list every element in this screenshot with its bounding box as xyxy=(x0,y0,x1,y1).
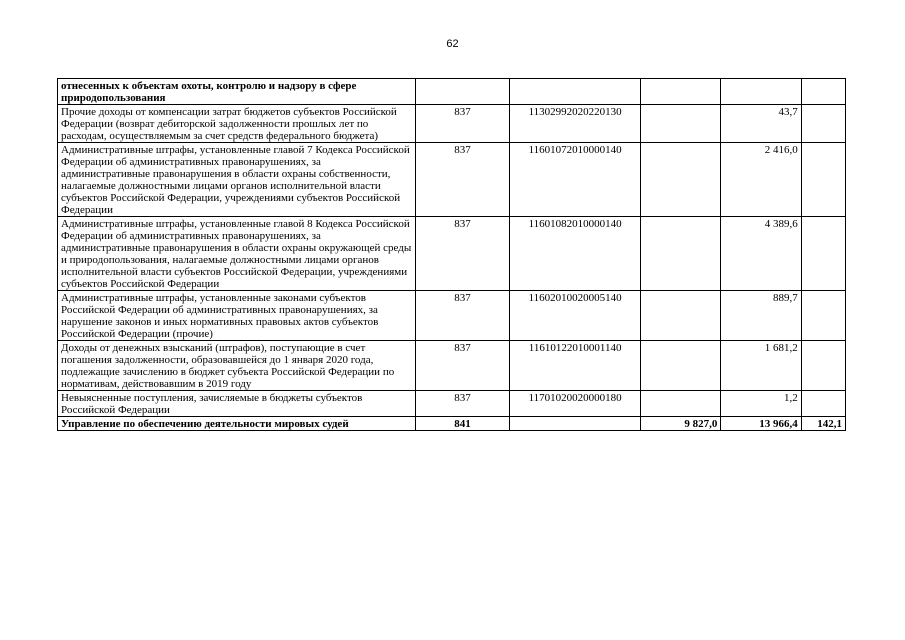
cell-admin-code: 837 xyxy=(415,217,509,291)
cell-admin-code: 837 xyxy=(415,341,509,391)
table-row xyxy=(58,291,846,341)
cell-admin-code: 837 xyxy=(415,391,509,417)
cell-admin-code: 837 xyxy=(415,143,509,217)
cell-budget-classification-code xyxy=(510,79,641,105)
cell-admin-code: 841 xyxy=(415,417,509,431)
cell-budget-classification-code: 11302992020220130 xyxy=(510,105,641,143)
cell-revenue-name: Управление по обеспечению деятельности мировых судей xyxy=(58,417,416,431)
cell-amount-2: 13 966,4 xyxy=(721,417,801,431)
cell-amount-2 xyxy=(721,79,801,105)
cell-amount-1 xyxy=(640,79,720,105)
cell-amount-1 xyxy=(640,217,720,291)
table-row xyxy=(58,417,846,431)
table-row xyxy=(58,105,846,143)
cell-budget-classification-code: 11601082010000140 xyxy=(510,217,641,291)
cell-budget-classification-code: 11701020020000180 xyxy=(510,391,641,417)
cell-amount-1 xyxy=(640,291,720,341)
cell-amount-1 xyxy=(640,391,720,417)
cell-amount-3 xyxy=(801,341,845,391)
cell-amount-2: 889,7 xyxy=(721,291,801,341)
cell-budget-classification-code: 11602010020005140 xyxy=(510,291,641,341)
cell-admin-code: 837 xyxy=(415,105,509,143)
cell-amount-1 xyxy=(640,341,720,391)
cell-revenue-name: Административные штрафы, установленные главой 8 Кодекса Российской Федерации об административных правонарушениях, за административные правонарушения в области охраны окружающей среды и природопользования, налагаемые должностными лицами органов исполнительной власти субъектов Российской Федерации, учреждениями субъектов Российской Федерации xyxy=(58,217,416,291)
cell-amount-3 xyxy=(801,143,845,217)
cell-amount-2: 2 416,0 xyxy=(721,143,801,217)
cell-amount-3 xyxy=(801,291,845,341)
cell-amount-1: 9 827,0 xyxy=(640,417,720,431)
cell-revenue-name: Доходы от денежных взысканий (штрафов), поступающие в счет погашения задолженности, образовавшейся до 1 января 2020 года, подлежащие зачислению в бюджет субъекта Российской Федерации по нормативам, действовавшим в 2019 году xyxy=(58,341,416,391)
cell-revenue-name: отнесенных к объектам охоты, контролю и надзору в сфере природопользования xyxy=(58,79,416,105)
cell-amount-3 xyxy=(801,79,845,105)
cell-admin-code: 837 xyxy=(415,291,509,341)
cell-revenue-name: Административные штрафы, установленные главой 7 Кодекса Российской Федерации об административных правонарушениях, за административные правонарушения в области охраны собственности, налагаемые должностными лицами органов исполнительной власти субъектов Российской Федерации, учреждениями субъектов Российской Федерации xyxy=(58,143,416,217)
cell-amount-3 xyxy=(801,105,845,143)
table-row xyxy=(58,341,846,391)
cell-amount-1 xyxy=(640,105,720,143)
cell-amount-3: 142,1 xyxy=(801,417,845,431)
cell-budget-classification-code: 11601072010000140 xyxy=(510,143,641,217)
cell-amount-2: 43,7 xyxy=(721,105,801,143)
cell-amount-3 xyxy=(801,217,845,291)
revenue-table xyxy=(57,78,846,431)
cell-budget-classification-code xyxy=(510,417,641,431)
table-row xyxy=(58,79,846,105)
cell-budget-classification-code: 11610122010001140 xyxy=(510,341,641,391)
revenue-table-body xyxy=(58,79,846,431)
cell-revenue-name: Административные штрафы, установленные законами субъектов Российской Федерации об административных правонарушениях, за нарушение законов и иных нормативных правовых актов субъектов Российской Федерации (прочие) xyxy=(58,291,416,341)
cell-amount-2: 1,2 xyxy=(721,391,801,417)
table-row xyxy=(58,217,846,291)
cell-amount-2: 1 681,2 xyxy=(721,341,801,391)
cell-amount-3 xyxy=(801,391,845,417)
cell-revenue-name: Невыясненные поступления, зачисляемые в бюджеты субъектов Российской Федерации xyxy=(58,391,416,417)
table-row xyxy=(58,143,846,217)
page-number: 62 xyxy=(446,38,459,50)
cell-amount-2: 4 389,6 xyxy=(721,217,801,291)
table-row xyxy=(58,391,846,417)
cell-revenue-name: Прочие доходы от компенсации затрат бюджетов субъектов Российской Федерации (возврат дебиторской задолженности прошлых лет по расходам, осуществляемым за счет средств федерального бюджета) xyxy=(58,105,416,143)
cell-admin-code xyxy=(415,79,509,105)
cell-amount-1 xyxy=(640,143,720,217)
